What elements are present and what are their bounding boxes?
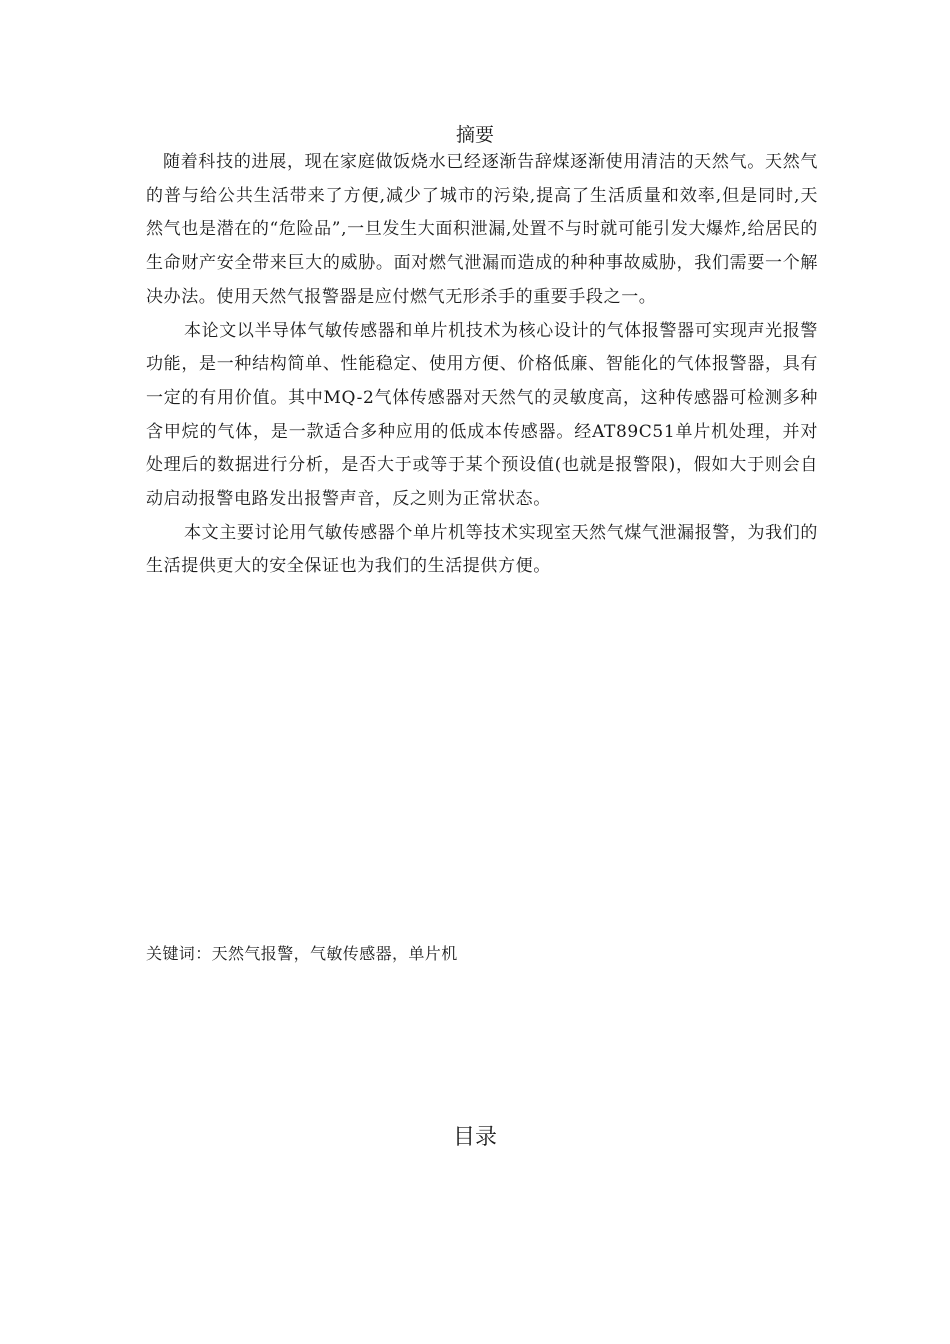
abstract-paragraph: 随着科技的进展，现在家庭做饭烧水已经逐渐告辞煤逐渐使用清洁的天然气。天然气的普与给公共生活带来了方便,减少了城市的污染,提高了生活质量和效率,但是同时,天然气也是潜在的“危险品”,一旦发生大面积泄漏,处置不与时就可能引发大爆炸,给居民的生命财产安全带来巨大的威胁。面对燃气泄漏而造成的种种事故威胁，我们需要一个解决办法。使用天然气报警器是应付燃气无形杀手的重要手段之一。 bbox=[146, 152, 818, 307]
abstract-title: 摘要 bbox=[455, 124, 494, 146]
toc-title: 目录 bbox=[452, 1125, 497, 1150]
abstract-paragraph: 本文主要讨论用气敏传感器个单片机等技术实现室天然气煤气泄漏报警，为我们的生活提供更大的安全保证也为我们的生活提供方便。 bbox=[146, 522, 818, 577]
keywords-line: 关键词：天然气报警，气敏传感器，单片机 bbox=[146, 944, 458, 963]
abstract-body bbox=[146, 146, 818, 584]
abstract-paragraph: 本论文以半导体气敏传感器和单片机技术为核心设计的气体报警器可实现声光报警功能，是一种结构简单、性能稳定、使用方便、价格低廉、智能化的气体报警器，具有一定的有用价值。其中MQ-2气体传感器对天然气的灵敏度高，这种传感器可检测多种含甲烷的气体，是一款适合多种应用的低成本传感器。经AT89C51单片机处理，并对处理后的数据进行分析，是否大于或等于某个预设值(也就是报警限)，假如大于则会自动启动报警电路发出报警声音，反之则为正常状态。 bbox=[146, 320, 818, 510]
